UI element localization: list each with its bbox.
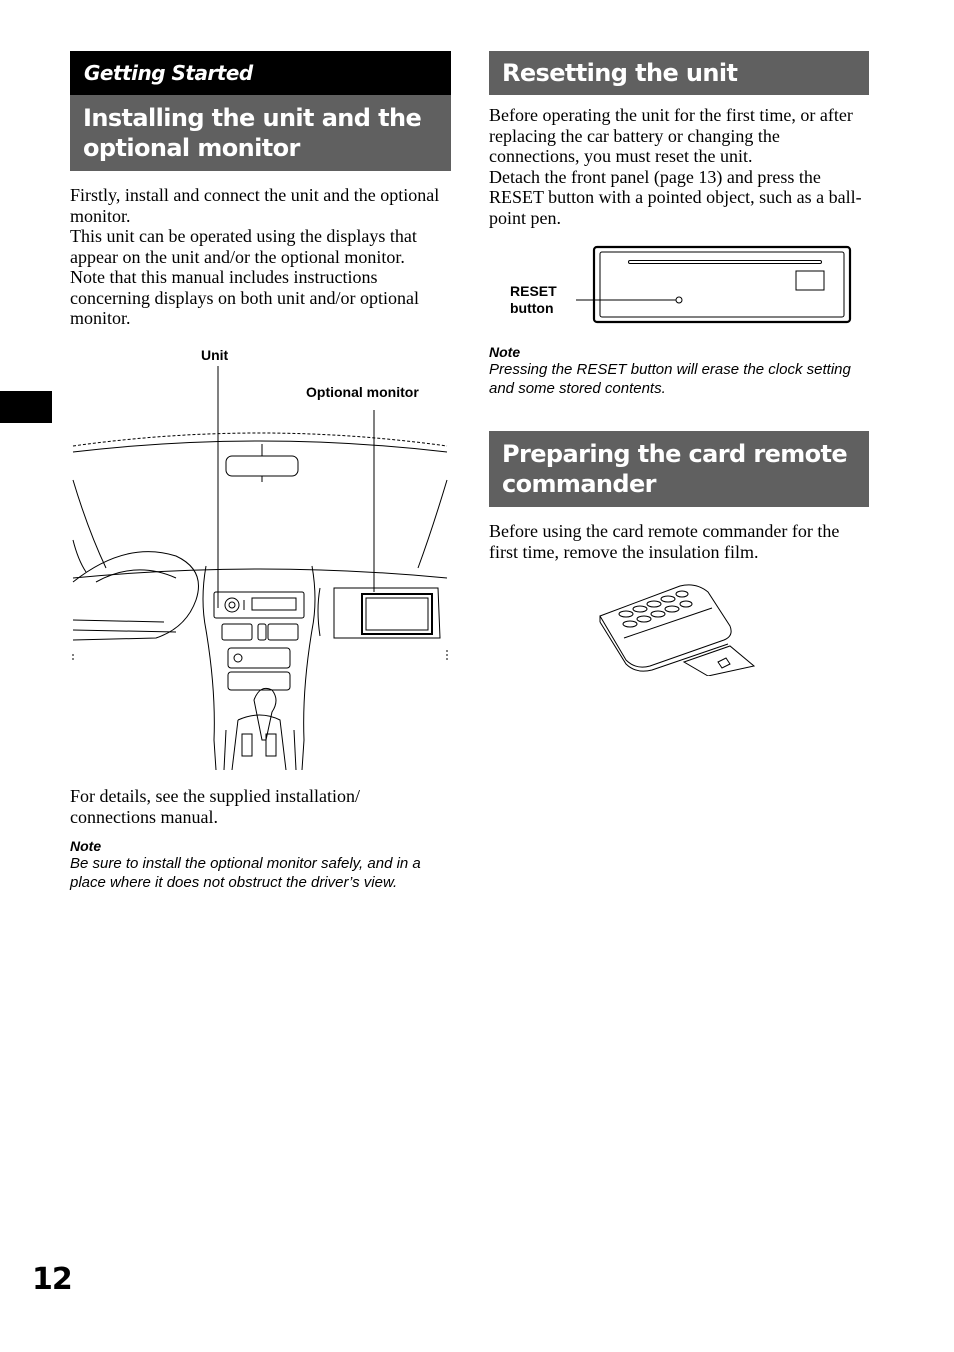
reset-note-block (489, 343, 869, 398)
reset-button-label-2: button (510, 300, 554, 316)
install-details: For details, see the supplied installation/ connections manual. (70, 786, 360, 827)
right-column (489, 51, 869, 228)
page-number: 12 (32, 1262, 72, 1297)
section-header: Getting Started (70, 51, 451, 95)
card-title: Preparing the card remote commander (489, 431, 869, 507)
install-paragraph-3: Note that this manual includes instructions concerning displays on both unit and/or optional monitor. (70, 267, 419, 328)
reset-paragraph-1: Before operating the unit for the first time, or after replacing the car battery or changing the connections, you must reset the unit. (489, 105, 853, 166)
install-title: Installing the unit and the optional monitor (70, 95, 451, 171)
install-details-block (70, 786, 451, 892)
install-note-heading: Note (70, 838, 102, 854)
reset-note-text: Pressing the RESET button will erase the clock setting and some stored contents. (489, 361, 851, 397)
install-note-text: Be sure to install the optional monitor safely, and in a place where it does not obstruct the driver’s view. (70, 855, 421, 891)
install-paragraph-2: This unit can be operated using the displays that appear on the unit and/or the optional monitor. (70, 226, 417, 267)
install-paragraph-1: Firstly, install and connect the unit and the optional monitor. (70, 185, 440, 226)
reset-button-label-1: RESET (510, 283, 557, 299)
unit-label: Unit (201, 347, 229, 363)
unit-front-illustration (572, 244, 854, 326)
dashboard-illustration (66, 360, 452, 774)
card-remote-illustration (596, 582, 760, 676)
optional-monitor-label: Optional monitor (306, 384, 419, 400)
reset-title: Resetting the unit (489, 51, 869, 95)
card-section (489, 431, 869, 562)
chapter-tab (0, 391, 52, 423)
card-paragraph: Before using the card remote commander for the first time, remove the insulation film. (489, 521, 840, 562)
left-column (70, 51, 451, 329)
reset-paragraph-2: Detach the front panel (page 13) and press the RESET button with a pointed object, such as a ball-point pen. (489, 166, 862, 228)
reset-note-heading: Note (489, 344, 521, 360)
